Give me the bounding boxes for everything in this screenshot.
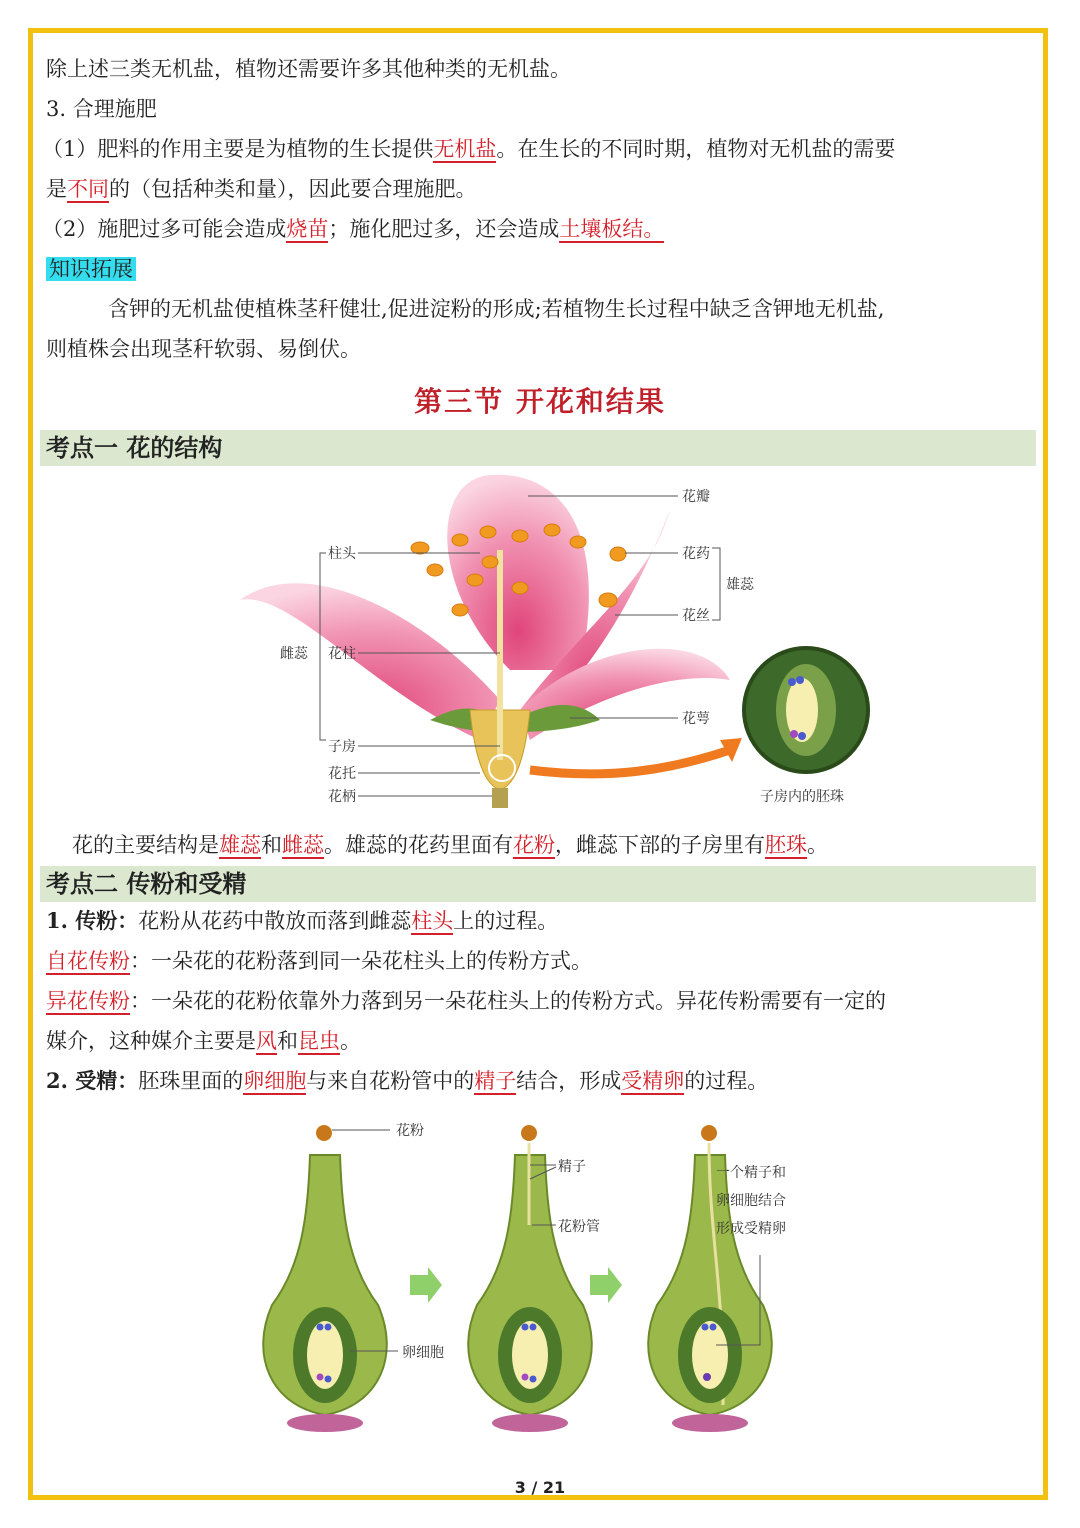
- arrow: [530, 750, 730, 774]
- section-title: 第三节 开花和结果: [414, 385, 666, 418]
- text: 是: [46, 177, 67, 201]
- label-style: 花柱: [328, 646, 356, 662]
- paragraph-1: [42, 134, 895, 164]
- fertilization-definition: [46, 1066, 768, 1096]
- knowledge-extension-tag: [46, 254, 136, 284]
- text: 的过程。: [684, 1069, 769, 1093]
- text: 和: [261, 833, 282, 857]
- text: 。: [340, 1029, 361, 1053]
- label-anther: 花药: [682, 546, 710, 562]
- keyword: 无机盐: [433, 137, 497, 161]
- text: 媒介，这种媒介主要是: [46, 1029, 256, 1053]
- note-line-2: 卵细胞结合: [716, 1193, 786, 1209]
- text: 与来自花粉管中的: [306, 1069, 475, 1093]
- cross-pollination: [46, 986, 886, 1016]
- label-ovary: 子房: [328, 739, 356, 755]
- label-pollen: 花粉: [396, 1123, 424, 1139]
- fertilization-diagram: [260, 1115, 820, 1435]
- text: ：一朵花的花粉依靠外力落到另一朵花柱头上的传粉方式。异花传粉需要有一定的: [130, 989, 886, 1013]
- extension-line-1: 含钾的无机盐使植株茎秆健壮,促进淀粉的形成;若植物生长过程中缺乏含钾地无机盐,: [108, 297, 885, 321]
- arrow-2: [590, 1267, 622, 1303]
- label-filament: 花丝: [682, 608, 710, 624]
- keyword: 土壤板结。: [559, 217, 665, 241]
- label-stamen: 雄蕊: [726, 577, 754, 593]
- structure-summary: [72, 830, 828, 860]
- term: 1. 传粉：: [46, 908, 139, 933]
- text: 和: [277, 1029, 298, 1053]
- label-ovule-caption: 子房内的胚珠: [760, 789, 844, 805]
- label-stigma: 柱头: [328, 546, 356, 562]
- keyword: 烧苗: [286, 217, 329, 241]
- text: 的（包括种类和量），因此要合理施肥。: [109, 177, 477, 201]
- key-point-2-bar: 考点二 传粉和受精: [40, 866, 1036, 902]
- text: ：一朵花的花粉落到同一朵花柱头上的传粉方式。: [130, 949, 592, 973]
- text: 花粉从花药中散放而落到雌蕊: [138, 909, 412, 933]
- label-sepal: 花萼: [682, 711, 710, 727]
- section-3-heading: 3. 合理施肥: [46, 97, 157, 121]
- self-pollination: [46, 946, 592, 976]
- term: 2. 受精：: [46, 1068, 139, 1093]
- text: 结合，形成: [516, 1069, 622, 1093]
- extension-line-2: 则植株会出现茎秆软弱、易倒伏。: [46, 337, 361, 361]
- pistil-stage-1: [263, 1125, 387, 1432]
- key-point-1-bar: 考点一 花的结构: [40, 430, 1036, 466]
- text: 。: [807, 833, 828, 857]
- keyword: 异花传粉: [46, 989, 130, 1013]
- text: ，雌蕊下部的子房里有: [555, 833, 765, 857]
- note-line-3: 形成受精卵: [716, 1221, 786, 1237]
- text: ；施化肥过多，还会造成: [328, 217, 560, 241]
- text: 。在生长的不同时期，植物对无机盐的需要: [496, 137, 896, 161]
- text: 花的主要结构是: [72, 833, 219, 857]
- arrow-1: [410, 1267, 442, 1303]
- keyword: 自花传粉: [46, 949, 130, 973]
- text: 上的过程。: [453, 909, 559, 933]
- label-sperm: 精子: [558, 1159, 586, 1175]
- text: （1）肥料的作用主要是为植物的生长提供: [42, 137, 434, 161]
- label-pollen-tube: 花粉管: [558, 1219, 600, 1235]
- keyword: 不同: [67, 177, 109, 201]
- page-number: 3 / 21: [514, 1478, 566, 1497]
- tag-label: 知识拓展: [46, 257, 136, 281]
- flower-structure-diagram: [230, 470, 890, 815]
- keyword: 雄蕊: [219, 833, 261, 857]
- keyword: 精子: [474, 1069, 517, 1093]
- pedicel: [492, 788, 508, 808]
- cross-pollination-cont: [46, 1026, 361, 1056]
- label-egg-cell: 卵细胞: [402, 1345, 444, 1361]
- label-petal: 花瓣: [682, 489, 710, 505]
- keyword: 受精卵: [621, 1069, 685, 1093]
- text: （2）施肥过多可能会造成: [42, 217, 287, 241]
- text: 胚珠里面的: [138, 1069, 244, 1093]
- keyword: 柱头: [411, 909, 454, 933]
- keyword: 雌蕊: [282, 833, 324, 857]
- label-pedicel: 花柄: [328, 789, 356, 805]
- keyword: 花粉: [513, 833, 555, 857]
- keyword: 昆虫: [298, 1029, 340, 1053]
- note-line-1: 一个精子和: [716, 1165, 786, 1181]
- keyword: 风: [256, 1029, 277, 1053]
- label-pistil: 雌蕊: [280, 646, 308, 662]
- back-petal: [447, 475, 589, 670]
- text: 。雄蕊的花药里面有: [324, 833, 513, 857]
- keyword: 胚珠: [765, 833, 807, 857]
- label-receptacle: 花托: [328, 766, 356, 782]
- pollination-definition: [46, 906, 558, 936]
- paragraph-2: [42, 214, 664, 244]
- paragraph-1-cont: [46, 174, 477, 204]
- keyword: 卵细胞: [243, 1069, 307, 1093]
- intro-line: 除上述三类无机盐，植物还需要许多其他种类的无机盐。: [46, 57, 571, 81]
